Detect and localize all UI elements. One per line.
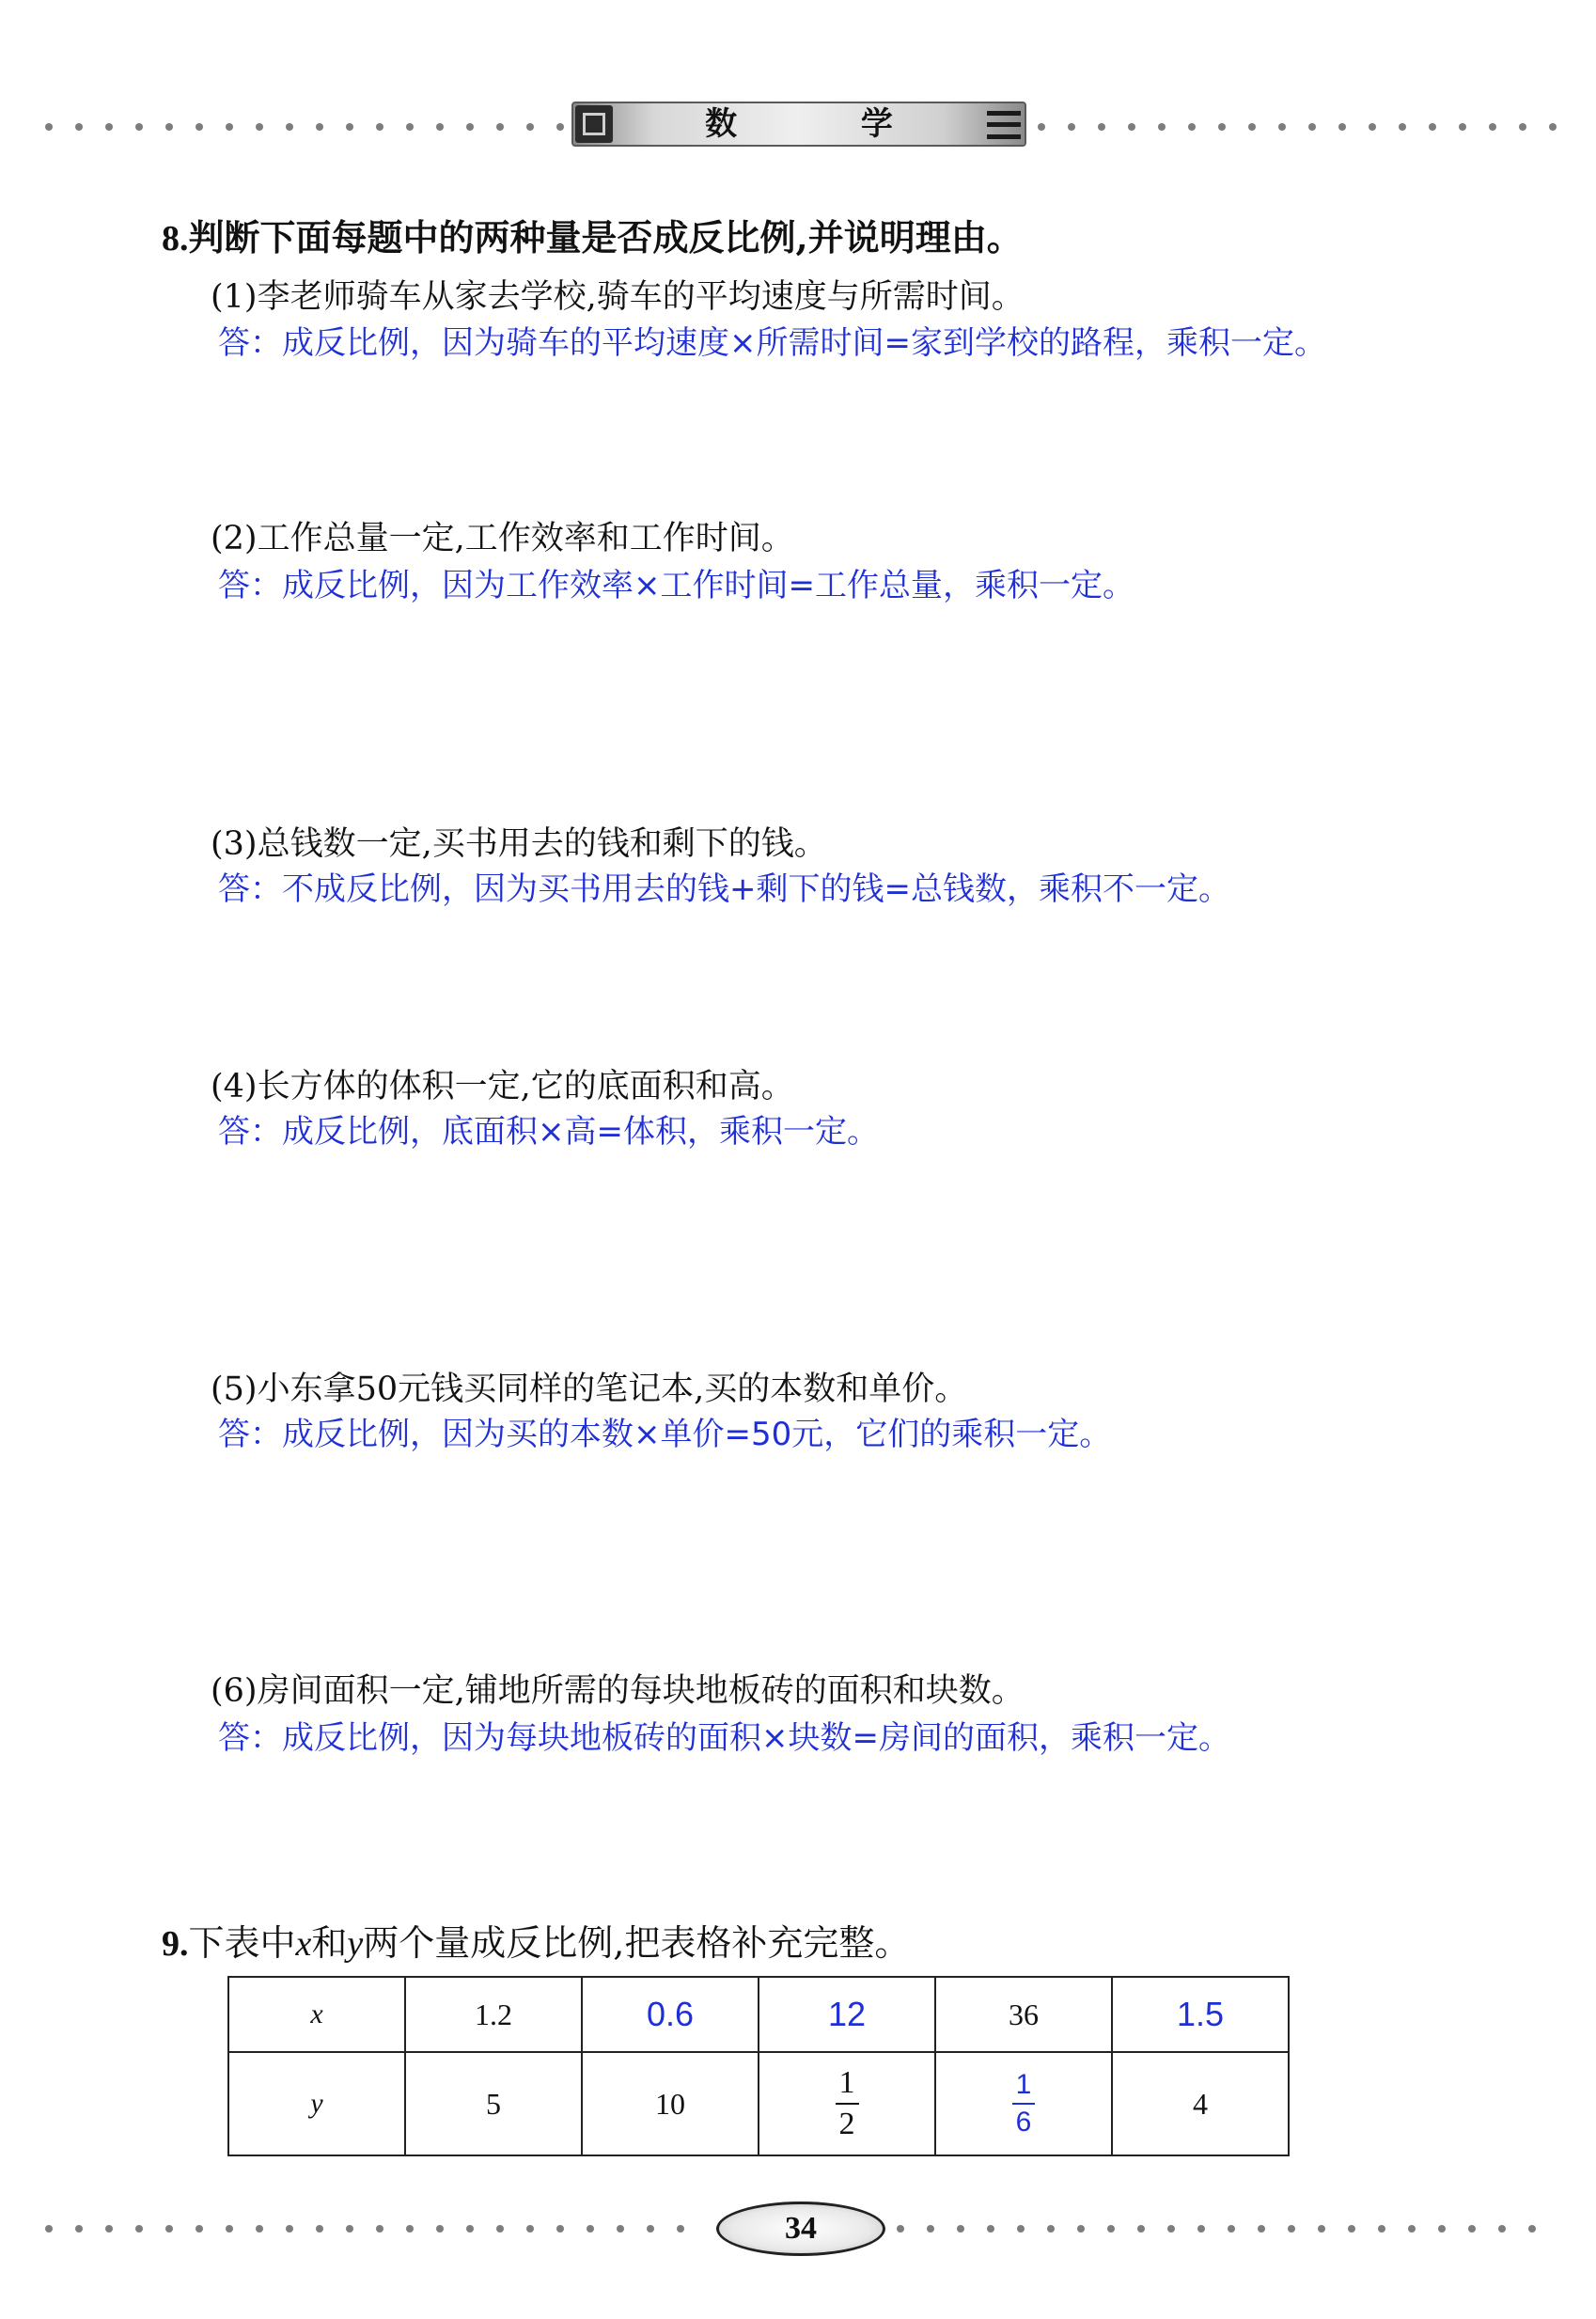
dot: [1218, 123, 1226, 131]
dot: [1308, 123, 1316, 131]
dot: [677, 2225, 684, 2233]
dot: [1137, 2225, 1145, 2233]
dot: [647, 2225, 654, 2233]
dot: [1068, 123, 1075, 131]
sub-question-4: (4)长方体的体积一定,它的底面积和高。: [211, 1068, 794, 1105]
variable-x: x: [295, 1924, 312, 1964]
dot: [987, 2225, 994, 2233]
dot: [1459, 123, 1466, 131]
sub-question-6: (6)房间面积一定,铺地所需的每块地板砖的面积和块数。: [211, 1672, 1025, 1710]
dot: [1167, 2225, 1175, 2233]
question-9-heading: [162, 1914, 910, 1966]
sub-question-2: (2)工作总量一定,工作效率和工作时间。: [211, 520, 794, 557]
prompt-part: 和: [311, 1922, 348, 1964]
answer-4: 答：成反比例，底面积×高=体积，乘积一定。: [218, 1113, 879, 1151]
prompt-part: 下表中: [188, 1922, 296, 1964]
dot: [1278, 123, 1286, 131]
inverse-proportion-table: [227, 1976, 1290, 2156]
dot: [105, 123, 113, 131]
dot: [45, 123, 53, 131]
dot: [526, 2225, 534, 2233]
dot: [957, 2225, 964, 2233]
fraction-bar: [1012, 2103, 1036, 2105]
dot: [165, 2225, 173, 2233]
dot: [1468, 2225, 1476, 2233]
dot: [1489, 123, 1496, 131]
dot: [897, 2225, 904, 2233]
dot: [376, 2225, 383, 2233]
dot: [496, 2225, 504, 2233]
sub-question-5: (5)小东拿50元钱买同样的笔记本,买的本数和单价。: [211, 1371, 968, 1408]
dot: [1528, 2225, 1536, 2233]
question-8-heading: [162, 209, 1023, 260]
dot: [135, 123, 143, 131]
table-row-x: [228, 1977, 1289, 2052]
y-cell-fraction: [759, 2052, 935, 2155]
dot: [1438, 2225, 1446, 2233]
row-label-y: y: [228, 2052, 405, 2155]
question-number: 9.: [162, 1924, 189, 1964]
dot: [286, 2225, 293, 2233]
dot: [1047, 2225, 1055, 2233]
answer-1: 答：成反比例，因为骑车的平均速度×所需时间=家到学校的路程，乘积一定。: [218, 324, 1326, 362]
y-cell: 5: [405, 2052, 582, 2155]
dot: [346, 123, 353, 131]
answer-3: 答：不成反比例，因为买书用去的钱+剩下的钱=总钱数，乘积不一定。: [218, 870, 1230, 908]
dot: [1408, 2225, 1416, 2233]
dot: [1378, 2225, 1385, 2233]
page-number: 34: [785, 2211, 817, 2246]
dot: [105, 2225, 113, 2233]
dot: [556, 2225, 564, 2233]
dot: [165, 123, 173, 131]
dot: [1128, 123, 1135, 131]
dot: [1318, 2225, 1325, 2233]
dot: [256, 2225, 263, 2233]
dot: [526, 123, 534, 131]
dot: [196, 2225, 203, 2233]
dot: [376, 123, 383, 131]
fraction-numerator: 1: [1015, 2069, 1032, 2100]
dot: [346, 2225, 353, 2233]
dot: [436, 2225, 444, 2233]
sub-question-3: (3)总钱数一定,买书用去的钱和剩下的钱。: [211, 825, 827, 863]
question-prompt: 判断下面每题中的两种量是否成反比例,并说明理由。: [188, 216, 1023, 259]
x-cell-answer: 1.5: [1112, 1977, 1289, 2052]
dot: [927, 2225, 934, 2233]
dot: [406, 2225, 414, 2233]
dot: [496, 123, 504, 131]
dot: [1158, 123, 1166, 131]
answer-2: 答：成反比例，因为工作效率×工作时间=工作总量，乘积一定。: [218, 567, 1134, 604]
dot: [1369, 123, 1376, 131]
dot: [1519, 123, 1526, 131]
y-cell-fraction-answer: [935, 2052, 1112, 2155]
variable-y: y: [347, 1924, 364, 1964]
fraction-denominator: 2: [838, 2107, 855, 2141]
dot: [466, 2225, 474, 2233]
fraction-numerator: 1: [838, 2065, 855, 2100]
dot: [316, 123, 323, 131]
dot: [436, 123, 444, 131]
dot: [1348, 2225, 1355, 2233]
prompt-part: 两个量成反比例,把表格补充完整。: [363, 1922, 911, 1964]
dot: [1077, 2225, 1085, 2233]
dot: [1399, 123, 1406, 131]
dot: [1549, 123, 1557, 131]
dot: [1338, 123, 1346, 131]
fraction-bar: [836, 2103, 859, 2105]
fraction: [1012, 2071, 1036, 2137]
dot: [75, 2225, 83, 2233]
dot: [226, 123, 233, 131]
y-cell: 4: [1112, 2052, 1289, 2155]
x-cell-answer: 0.6: [582, 1977, 759, 2052]
fraction: [836, 2067, 859, 2140]
dot: [1258, 2225, 1265, 2233]
dot: [587, 2225, 594, 2233]
dot: [286, 123, 293, 131]
dot: [406, 123, 414, 131]
dot: [1498, 2225, 1506, 2233]
dot: [1107, 2225, 1115, 2233]
dot: [45, 2225, 53, 2233]
sub-question-1: (1)李老师骑车从家去学校,骑车的平均速度与所需时间。: [211, 278, 1025, 316]
dot: [1038, 123, 1045, 131]
x-cell-answer: 12: [759, 1977, 935, 2052]
row-label-x: x: [228, 1977, 405, 2052]
dot: [1228, 2225, 1235, 2233]
dot: [1429, 123, 1436, 131]
dot: [466, 123, 474, 131]
dot: [1098, 123, 1105, 131]
x-cell: 1.2: [405, 1977, 582, 2052]
dot: [1188, 123, 1196, 131]
answer-5: 答：成反比例，因为买的本数×单价=50元，它们的乘积一定。: [218, 1416, 1112, 1453]
dot: [1017, 2225, 1025, 2233]
dot: [1248, 123, 1256, 131]
dot: [1197, 2225, 1205, 2233]
subject-title: 数 学: [705, 105, 949, 143]
dot: [1288, 2225, 1295, 2233]
y-cell: 10: [582, 2052, 759, 2155]
question-number: 8.: [162, 219, 189, 259]
dot: [75, 123, 83, 131]
answer-6: 答：成反比例，因为每块地板砖的面积×块数=房间的面积，乘积一定。: [218, 1719, 1230, 1757]
table-row-y: [228, 2052, 1289, 2155]
dot: [256, 123, 263, 131]
x-cell: 36: [935, 1977, 1112, 2052]
dot: [226, 2225, 233, 2233]
dot: [135, 2225, 143, 2233]
dot: [617, 2225, 624, 2233]
fraction-denominator: 6: [1015, 2107, 1032, 2138]
dot: [556, 123, 564, 131]
dot: [196, 123, 203, 131]
dot: [316, 2225, 323, 2233]
